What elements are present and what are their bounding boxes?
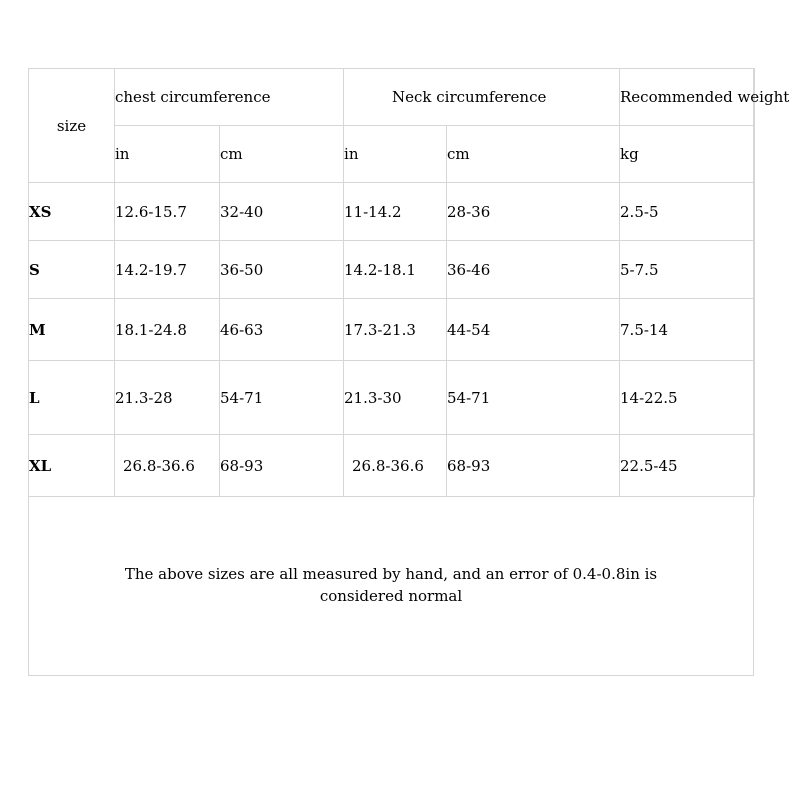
neck-in-value: 11-14.2	[344, 183, 447, 241]
table-unit-row	[29, 126, 755, 183]
chest-in-unit: in	[115, 126, 220, 183]
size-label: S	[29, 241, 115, 299]
size-chart-table	[28, 68, 790, 497]
table-row	[29, 299, 755, 361]
chest-cm-value: 32-40	[220, 183, 344, 241]
chest-in-value: 12.6-15.7	[115, 183, 220, 241]
measurement-note	[28, 563, 754, 607]
chest-cm-value: 46-63	[220, 299, 344, 361]
size-label: L	[29, 361, 115, 435]
table-row	[29, 183, 755, 241]
chest-cm-value: 68-93	[220, 435, 344, 497]
chest-cm-value: 36-50	[220, 241, 344, 299]
chest-cm-unit: cm	[220, 126, 344, 183]
chest-in-value: 21.3-28	[115, 361, 220, 435]
table-row	[29, 435, 755, 497]
size-label: XL	[29, 435, 115, 497]
weight-value: 5-7.5	[620, 241, 755, 299]
neck-cm-value: 68-93	[447, 435, 620, 497]
neck-in-value: 17.3-21.3	[344, 299, 447, 361]
size-label: M	[29, 299, 115, 361]
chest-in-value: 14.2-19.7	[115, 241, 220, 299]
neck-cm-value: 54-71	[447, 361, 620, 435]
neck-in-value: 21.3-30	[344, 361, 447, 435]
size-label: XS	[29, 183, 115, 241]
weight-value: 14-22.5	[620, 361, 755, 435]
weight-value: 2.5-5	[620, 183, 755, 241]
size-header: size	[29, 69, 115, 183]
measurement-note-line-1: The above sizes are all measured by hand, and an error of 0.4-0.8in is	[124, 565, 658, 583]
neck-in-value: 14.2-18.1	[344, 241, 447, 299]
neck-cm-value: 28-36	[447, 183, 620, 241]
recommended-weight-header: Recommended weight	[620, 69, 755, 126]
measurement-note-line-2: considered normal	[319, 587, 463, 605]
table-header-row	[29, 69, 755, 126]
weight-kg-unit: kg	[620, 126, 755, 183]
table-row	[29, 241, 755, 299]
neck-cm-value: 44-54	[447, 299, 620, 361]
weight-value: 22.5-45	[620, 435, 755, 497]
chest-in-value: 18.1-24.8	[115, 299, 220, 361]
neck-in-unit: in	[344, 126, 447, 183]
chest-in-value: 26.8-36.6	[115, 435, 220, 497]
table-row	[29, 361, 755, 435]
chest-circumference-header: chest circumference	[115, 69, 344, 126]
neck-circumference-header: Neck circumference	[344, 69, 620, 126]
neck-cm-unit: cm	[447, 126, 620, 183]
weight-value: 7.5-14	[620, 299, 755, 361]
chest-cm-value: 54-71	[220, 361, 344, 435]
neck-in-value: 26.8-36.6	[344, 435, 447, 497]
neck-cm-value: 36-46	[447, 241, 620, 299]
